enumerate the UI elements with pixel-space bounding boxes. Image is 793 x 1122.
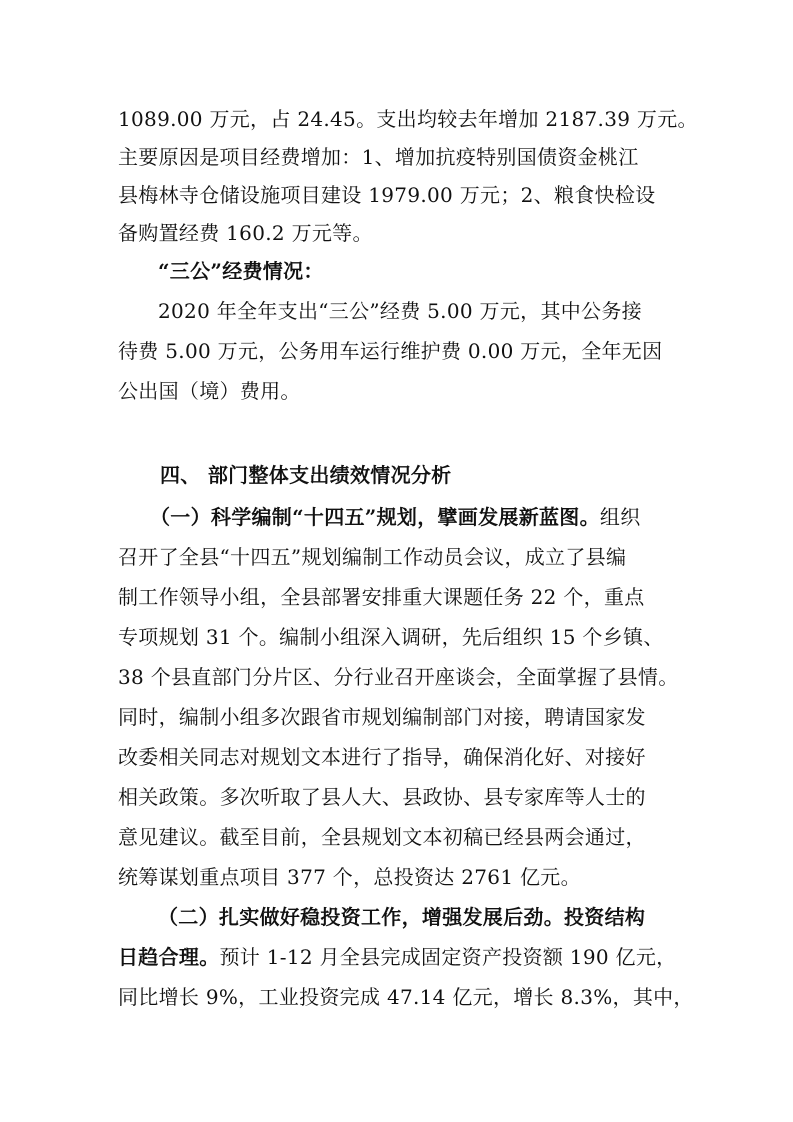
sangong-line-3: 公出国（境）费用。 (118, 379, 301, 403)
budget-line-4: 备购置经费 160.2 万元等。 (118, 221, 373, 245)
budget-line-2: 主要原因是项目经费增加：1、增加抗疫特别国债资金桃江 (118, 145, 639, 169)
item1-line-5: 38 个县直部门分片区、分行业召开座谈会，全面掌握了县情。 (118, 665, 679, 689)
item1-line-10: 统筹谋划重点项目 377 个，总投资达 2761 亿元。 (118, 865, 581, 889)
sangong-heading: “三公”经费情况： (158, 259, 324, 283)
budget-line-1: 1089.00 万元，占 24.45。支出均较去年增加 2187.39 万元。 (118, 107, 698, 131)
item1-first-rest: 组织 (599, 505, 641, 529)
item1-first-line (150, 502, 690, 532)
item2-title: （二）扎实做好稳投资工作，增强发展后劲。投资结构 (158, 905, 646, 929)
item1-title: （一）科学编制“十四五”规划，擘画发展新蓝图。 (150, 505, 600, 529)
item1-line-8: 相关政策。多次听取了县人大、县政协、县专家库等人士的 (118, 785, 646, 809)
item1-line-3: 制工作领导小组，全县部署安排重大课题任务 22 个，重点 (118, 585, 645, 609)
item1-line-2: 召开了全县“十四五”规划编制工作动员会议，成立了县编 (118, 545, 627, 569)
item1-line-9: 意见建议。截至目前，全县规划文本初稿已经县两会通过， (118, 825, 646, 849)
item2-title-cont: 日趋合理。 (118, 945, 220, 969)
item2-first-rest: 预计 1-12 月全县完成固定资产投资额 190 亿元， (219, 945, 677, 969)
sangong-line-1: 2020 年全年支出“三公”经费 5.00 万元，其中公务接 (158, 299, 642, 323)
sangong-line-2: 待费 5.00 万元，公务用车运行维护费 0.00 万元，全年无因 (118, 339, 663, 363)
section-heading: 四、 部门整体支出绩效情况分析 (160, 463, 452, 487)
item2-line-2 (118, 942, 688, 972)
item1-line-4: 专项规划 31 个。编制小组深入调研，先后组织 15 个乡镇、 (118, 625, 664, 649)
item1-line-6: 同时，编制小组多次跟省市规划编制部门对接，聘请国家发 (118, 705, 646, 729)
item2-line-3: 同比增长 9%，工业投资完成 47.14 亿元，增长 8.3%，其中， (118, 985, 694, 1009)
budget-line-3: 县梅林寺仓储设施项目建设 1979.00 万元；2、粮食快检设 (118, 183, 656, 207)
item1-line-7: 改委相关同志对规划文本进行了指导，确保消化好、对接好 (118, 745, 646, 769)
